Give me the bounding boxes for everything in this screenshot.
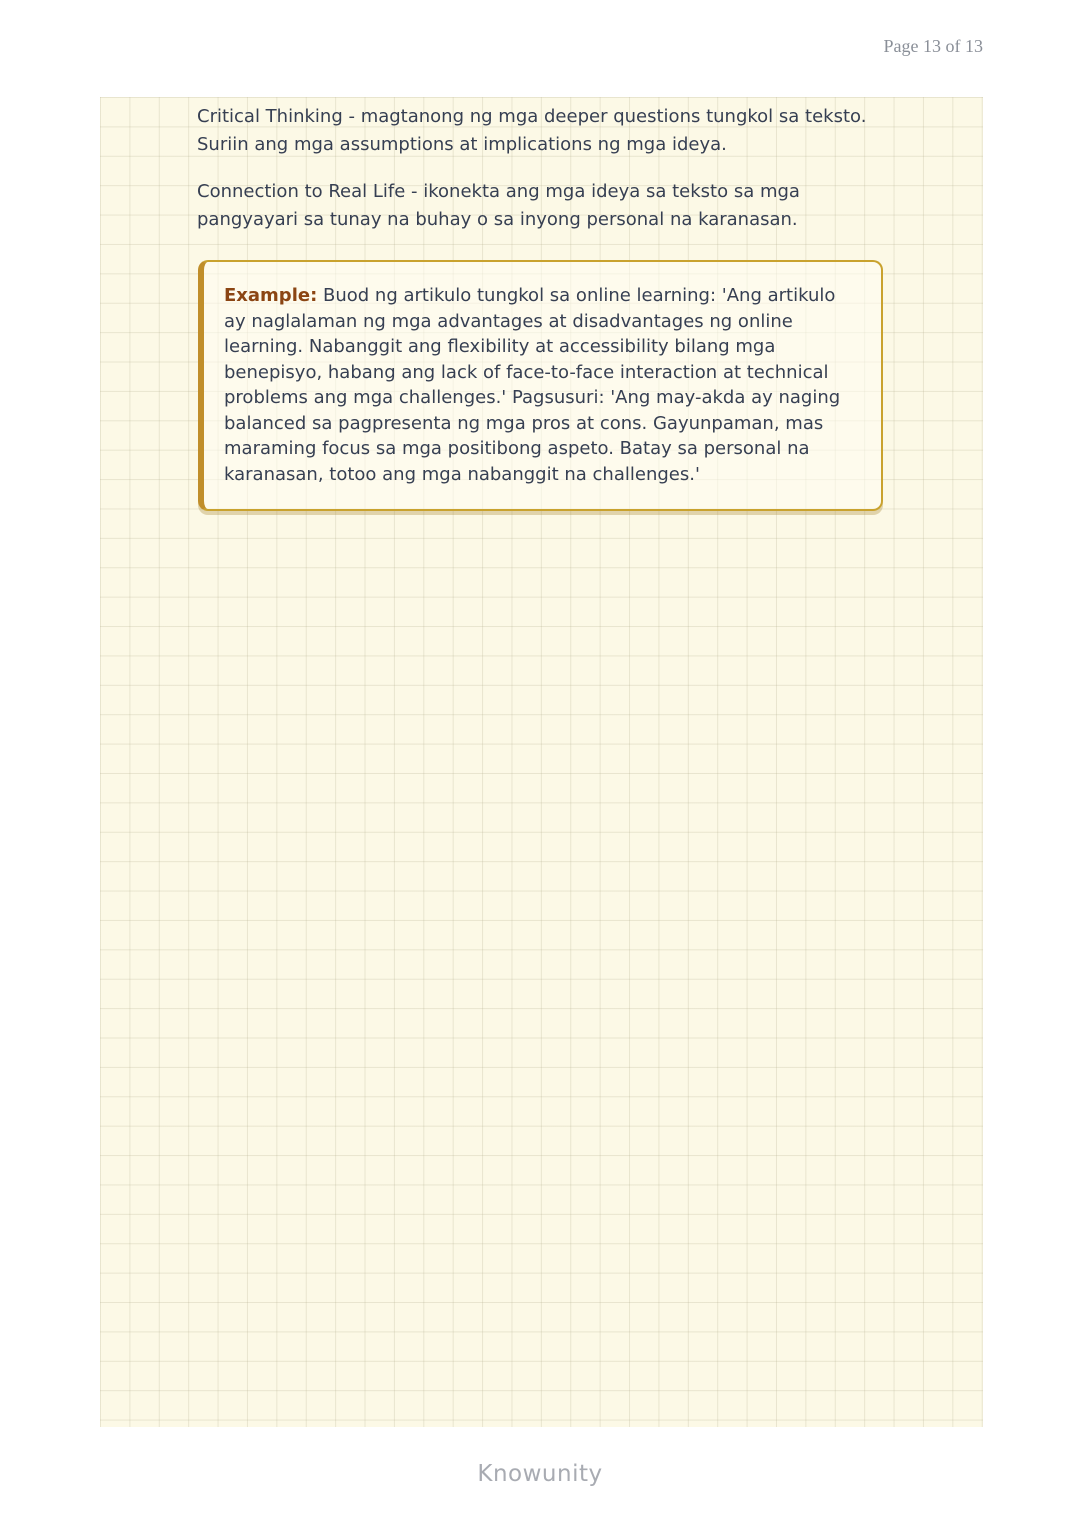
paragraph-critical-thinking: Critical Thinking - magtanong ng mga deeper questions tungkol sa teksto. Suriin ang mga assumptions at implications ng mga ideya.: [197, 106, 867, 155]
example-text: [224, 283, 853, 487]
page-indicator: Page 13 of 13: [883, 36, 983, 56]
paper-content: [100, 97, 983, 234]
example-label: Example:: [224, 285, 318, 306]
notes-paper: [100, 97, 983, 1427]
example-body-text: Buod ng artikulo tungkol sa online learning: 'Ang artikulo ay naglalaman ng mga advantages at disadvantages ng online learning. Nabanggit ang flexibility at accessibility bilang mga benepisyo, habang ang lack of face-to-face interaction at technical problems ang mga challenges.' Pagsusuri: 'Ang may-akda ay naging balanced sa pagpresenta ng mga pros at cons. Gayunpaman, mas maraming focus sa mga positibong aspeto. Batay sa personal na karanasan, totoo ang mga nabanggit na challenges.': [224, 285, 841, 485]
knowunity-brand-text: Knowunity: [477, 1461, 603, 1487]
example-callout-box: [198, 260, 883, 511]
paragraph-connection-real-life: Connection to Real Life - ikonekta ang mga ideya sa teksto sa mga pangyayari sa tunay na buhay o sa inyong personal na karanasan.: [197, 181, 800, 230]
